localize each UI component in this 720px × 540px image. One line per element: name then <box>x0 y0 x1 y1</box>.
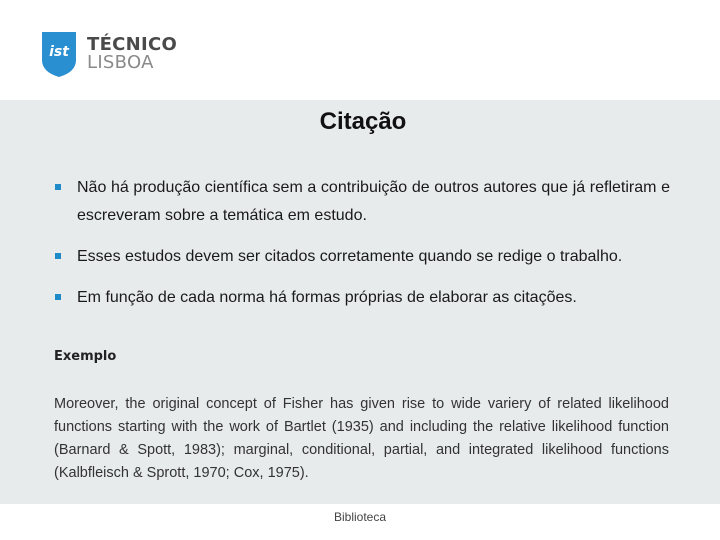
logo-line-tecnico: TÉCNICO <box>87 34 178 55</box>
ist-shield-icon <box>40 30 78 78</box>
footer-label: Biblioteca <box>333 510 387 524</box>
bullet-item <box>55 284 670 312</box>
bullet-text: Esses estudos devem ser citados corretamente quando se redige o trabalho. <box>77 248 623 265</box>
bullet-item <box>55 243 670 271</box>
slide-title: Citação <box>319 108 407 135</box>
svg-text:ist: ist <box>49 44 69 60</box>
tecnico-lisboa-logo[interactable] <box>40 30 177 78</box>
bullet-square-icon <box>55 253 61 259</box>
header <box>0 0 720 100</box>
bullet-square-icon <box>55 184 61 190</box>
example-text: Moreover, the original concept of Fisher has given rise to wide variery of related likelihood functions starting with the work of Bartlet (1935) and including the relative likelihood function (Barnard & Spott, 1983); marginal, conditional, partial, and integrated likelihood functions (Kalbfleisch & Sprott, 1970; Cox, 1975). <box>54 396 669 481</box>
logo-line-lisboa: LISBOA <box>87 52 154 73</box>
bullet-square-icon <box>55 294 61 300</box>
bullet-list <box>55 174 670 325</box>
bullet-text: Em função de cada norma há formas próprias de elaborar as citações. <box>77 289 577 306</box>
logo-wordmark <box>87 36 177 72</box>
bullet-item <box>55 174 670 230</box>
bullet-text: Não há produção científica sem a contribuição de outros autores que já refletiram e escreveram sobre a temática em estudo. <box>77 179 670 224</box>
example-label: Exemplo <box>54 349 117 364</box>
